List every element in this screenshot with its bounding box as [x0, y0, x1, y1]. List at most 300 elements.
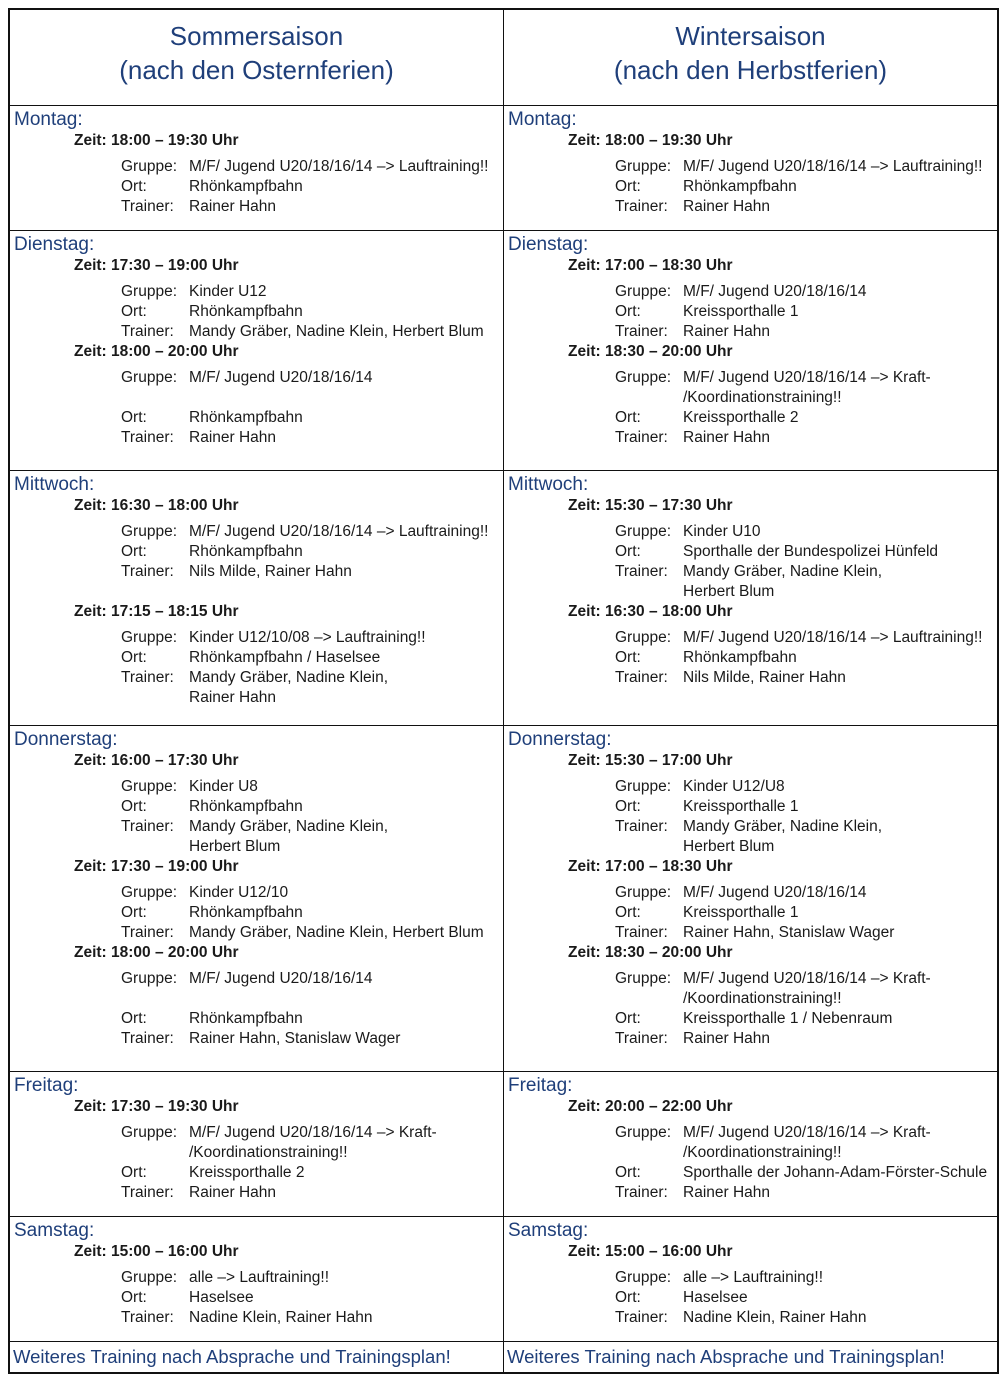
trainer-value: Rainer Hahn, Stanislaw Wager — [683, 924, 895, 941]
summer-day-cell — [10, 106, 504, 231]
gruppe-value: alle –> Lauftraining!! — [683, 1269, 824, 1286]
trainer-row — [10, 837, 503, 857]
trainer-value: Mandy Gräber, Nadine Klein, — [683, 563, 883, 580]
ort-value: Kreissporthalle 1 — [683, 303, 799, 320]
trainer-label: Trainer: — [615, 323, 668, 340]
slot-details — [504, 516, 997, 602]
trainer-label: Trainer: — [121, 1030, 174, 1047]
gruppe-label: Gruppe: — [615, 158, 672, 175]
ort-value: Rhönkampfbahn — [683, 178, 797, 195]
day-name: Freitag: — [14, 1075, 79, 1096]
slot-time: Zeit: 18:00 – 19:30 Uhr — [568, 132, 733, 149]
day-name: Montag: — [14, 109, 83, 130]
day-row — [10, 231, 998, 471]
trainer-label: Trainer: — [121, 429, 174, 446]
slot-time: Zeit: 18:30 – 20:00 Uhr — [568, 944, 733, 961]
winter-day-cell — [504, 726, 998, 1072]
trainer-label: Trainer: — [121, 924, 174, 941]
ort-row — [504, 1009, 997, 1029]
slot-details — [10, 151, 503, 217]
day-name: Mittwoch: — [508, 474, 589, 495]
gruppe-value: M/F/ Jugend U20/18/16/14 –> Lauftraining!! — [683, 158, 983, 175]
slot-time: Zeit: 16:00 – 17:30 Uhr — [74, 752, 239, 769]
ort-value: Rhönkampfbahn — [189, 904, 303, 921]
gruppe-row — [504, 777, 997, 797]
trainer-value: Mandy Gräber, Nadine Klein, Herbert Blum — [189, 323, 484, 340]
slot-time: Zeit: 20:00 – 22:00 Uhr — [568, 1098, 733, 1115]
trainer-label — [504, 837, 683, 857]
ort-label: Ort: — [121, 409, 147, 426]
ort-row — [10, 1009, 503, 1029]
gruppe-row — [10, 368, 503, 388]
gruppe-value: M/F/ Jugend U20/18/16/14 — [683, 283, 867, 300]
trainer-row — [504, 1183, 997, 1203]
ort-label: Ort: — [121, 1164, 147, 1181]
training-slot — [10, 496, 503, 602]
trainer-row — [504, 562, 997, 582]
trainer-value: Nils Milde, Rainer Hahn — [683, 669, 846, 686]
gruppe-row — [504, 388, 997, 408]
gruppe-label: Gruppe: — [121, 283, 178, 300]
gruppe-value: M/F/ Jugend U20/18/16/14 –> Lauftraining!! — [189, 523, 489, 540]
trainer-label — [10, 837, 189, 857]
slot-time: Zeit: 17:00 – 18:30 Uhr — [568, 858, 733, 875]
trainer-row — [10, 582, 503, 602]
slot-details — [10, 1262, 503, 1328]
trainer-row — [10, 688, 503, 708]
trainer-value: Rainer Hahn — [683, 198, 771, 215]
winter-day-cell — [504, 1217, 998, 1342]
trainer-value: Rainer Hahn — [189, 1184, 277, 1201]
ort-label: Ort: — [615, 409, 641, 426]
trainer-label: Trainer: — [121, 563, 174, 580]
ort-row — [504, 408, 997, 428]
slot-time: Zeit: 16:30 – 18:00 Uhr — [568, 603, 733, 620]
summer-subtitle: (nach den Osternferien) — [119, 55, 394, 85]
day-name: Dienstag: — [14, 234, 95, 255]
ort-label: Ort: — [615, 904, 641, 921]
ort-row — [10, 1163, 503, 1183]
trainer-row — [10, 322, 503, 342]
gruppe-row — [504, 1143, 997, 1163]
slot-details — [10, 771, 503, 857]
trainer-row — [10, 197, 503, 217]
gruppe-value: M/F/ Jugend U20/18/16/14 –> Lauftraining!! — [683, 629, 983, 646]
ort-value: Kreissporthalle 2 — [189, 1164, 305, 1181]
training-slot — [504, 943, 997, 1049]
day-name: Donnerstag: — [14, 729, 118, 750]
ort-value: Rhönkampfbahn — [189, 543, 303, 560]
winter-header — [504, 10, 998, 106]
gruppe-value: Kinder U10 — [683, 523, 761, 540]
day-name: Dienstag: — [508, 234, 589, 255]
gruppe-label — [504, 1143, 683, 1163]
day-name: Mittwoch: — [14, 474, 95, 495]
ort-row — [10, 797, 503, 817]
ort-label: Ort: — [615, 798, 641, 815]
gruppe-row — [504, 883, 997, 903]
trainer-label: Trainer: — [615, 1030, 668, 1047]
ort-row — [10, 177, 503, 197]
trainer-row — [10, 1308, 503, 1328]
ort-row — [10, 648, 503, 668]
training-slot — [10, 342, 503, 448]
summer-header — [10, 10, 504, 106]
training-slot — [10, 1242, 503, 1328]
slot-details — [504, 1117, 997, 1203]
gruppe-value: /Koordinationstraining!! — [683, 1144, 842, 1161]
gruppe-row — [504, 1123, 997, 1143]
winter-subtitle: (nach den Herbstferien) — [613, 55, 888, 85]
gruppe-label: Gruppe: — [615, 1269, 672, 1286]
gruppe-label: Gruppe: — [615, 884, 672, 901]
trainer-label: Trainer: — [615, 1184, 668, 1201]
gruppe-label: Gruppe: — [121, 970, 178, 987]
day-row — [10, 726, 998, 1072]
trainer-row — [504, 322, 997, 342]
trainer-value: Nils Milde, Rainer Hahn — [189, 563, 352, 580]
training-schedule — [8, 8, 999, 1374]
trainer-label: Trainer: — [121, 198, 174, 215]
gruppe-value: Kinder U12/10 — [189, 884, 289, 901]
gruppe-label: Gruppe: — [121, 1269, 178, 1286]
gruppe-label: Gruppe: — [121, 778, 178, 795]
trainer-value: Rainer Hahn — [189, 198, 277, 215]
footer-row — [10, 1342, 998, 1373]
trainer-label: Trainer: — [615, 924, 668, 941]
ort-row — [10, 408, 503, 428]
ort-value: Rhönkampfbahn / Haselsee — [189, 649, 381, 666]
training-slot — [10, 602, 503, 708]
ort-value: Kreissporthalle 1 / Nebenraum — [683, 1010, 893, 1027]
gruppe-row — [504, 989, 997, 1009]
slot-details — [504, 622, 997, 688]
gruppe-value: Kinder U12/10/08 –> Lauftraining!! — [189, 629, 426, 646]
trainer-value: Rainer Hahn — [683, 1184, 771, 1201]
summer-day-cell — [10, 231, 504, 471]
training-slot — [504, 342, 997, 448]
trainer-row — [504, 668, 997, 688]
gruppe-row — [504, 628, 997, 648]
ort-label: Ort: — [615, 543, 641, 560]
trainer-row — [10, 1029, 503, 1049]
training-slot — [504, 1097, 997, 1203]
ort-label: Ort: — [121, 543, 147, 560]
ort-row — [10, 903, 503, 923]
trainer-row — [504, 1029, 997, 1049]
trainer-value: Nadine Klein, Rainer Hahn — [189, 1309, 373, 1326]
trainer-row — [504, 1308, 997, 1328]
gruppe-value: Kinder U12 — [189, 283, 267, 300]
slot-time: Zeit: 16:30 – 18:00 Uhr — [74, 497, 239, 514]
trainer-row — [504, 923, 997, 943]
slot-details — [10, 276, 503, 342]
ort-row — [504, 797, 997, 817]
gruppe-row — [10, 777, 503, 797]
trainer-label: Trainer: — [615, 429, 668, 446]
trainer-label: Trainer: — [615, 198, 668, 215]
slot-time: Zeit: 17:15 – 18:15 Uhr — [74, 603, 239, 620]
trainer-value: Rainer Hahn — [683, 323, 771, 340]
gruppe-value: M/F/ Jugend U20/18/16/14 — [189, 970, 373, 987]
ort-value: Rhönkampfbahn — [683, 649, 797, 666]
slot-details — [504, 1262, 997, 1328]
ort-label: Ort: — [615, 1289, 641, 1306]
slot-time: Zeit: 18:00 – 19:30 Uhr — [74, 132, 239, 149]
slot-details — [504, 362, 997, 448]
gruppe-label: Gruppe: — [121, 884, 178, 901]
trainer-label: Trainer: — [615, 563, 668, 580]
schedule-table — [9, 9, 998, 1373]
ort-label: Ort: — [615, 1164, 641, 1181]
trainer-value: Rainer Hahn — [189, 429, 277, 446]
gruppe-label: Gruppe: — [121, 369, 178, 386]
trainer-value: Mandy Gräber, Nadine Klein, — [189, 669, 389, 686]
trainer-row — [504, 197, 997, 217]
trainer-value: Herbert Blum — [189, 838, 281, 855]
ort-row — [504, 542, 997, 562]
slot-details — [10, 1117, 503, 1203]
day-row — [10, 1217, 998, 1342]
trainer-row — [504, 817, 997, 837]
training-slot — [504, 602, 997, 688]
ort-value: Haselsee — [189, 1289, 254, 1306]
gruppe-row — [504, 522, 997, 542]
slot-time: Zeit: 15:30 – 17:30 Uhr — [568, 497, 733, 514]
gruppe-row — [10, 969, 503, 989]
trainer-value: Rainer Hahn — [189, 689, 277, 706]
ort-label: Ort: — [121, 798, 147, 815]
slot-details — [10, 877, 503, 943]
slot-details — [10, 622, 503, 708]
ort-label: Ort: — [615, 178, 641, 195]
ort-value: Rhönkampfbahn — [189, 409, 303, 426]
header-row — [10, 10, 998, 106]
slot-time: Zeit: 18:00 – 20:00 Uhr — [74, 343, 239, 360]
slot-time: Zeit: 17:30 – 19:30 Uhr — [74, 1098, 239, 1115]
training-slot — [10, 131, 503, 217]
day-name: Samstag: — [14, 1220, 95, 1241]
trainer-value: Mandy Gräber, Nadine Klein, — [683, 818, 883, 835]
ort-row — [10, 1288, 503, 1308]
winter-footer: Weiteres Training nach Absprache und Trainingsplan! — [504, 1342, 998, 1373]
slot-details — [504, 877, 997, 943]
gruppe-value — [189, 388, 503, 408]
slot-time: Zeit: 18:00 – 20:00 Uhr — [74, 944, 239, 961]
ort-label: Ort: — [615, 649, 641, 666]
trainer-row — [504, 428, 997, 448]
summer-day-cell — [10, 726, 504, 1072]
winter-day-cell — [504, 1072, 998, 1217]
gruppe-label — [10, 1143, 189, 1163]
day-name: Montag: — [508, 109, 577, 130]
gruppe-row — [10, 883, 503, 903]
training-slot — [504, 256, 997, 342]
trainer-label: Trainer: — [121, 669, 174, 686]
ort-row — [504, 648, 997, 668]
trainer-row — [10, 562, 503, 582]
gruppe-label: Gruppe: — [615, 778, 672, 795]
gruppe-row — [504, 969, 997, 989]
gruppe-value: M/F/ Jugend U20/18/16/14 –> Kraft- — [189, 1124, 437, 1141]
trainer-label: Trainer: — [121, 1184, 174, 1201]
ort-label: Ort: — [121, 904, 147, 921]
trainer-row — [10, 817, 503, 837]
ort-label: Ort: — [121, 649, 147, 666]
gruppe-label: Gruppe: — [121, 1124, 178, 1141]
gruppe-label: Gruppe: — [121, 523, 178, 540]
trainer-row — [504, 582, 997, 602]
ort-value: Rhönkampfbahn — [189, 303, 303, 320]
winter-day-cell — [504, 231, 998, 471]
gruppe-row — [10, 282, 503, 302]
day-row — [10, 106, 998, 231]
slot-details — [10, 516, 503, 602]
trainer-value: Herbert Blum — [683, 838, 775, 855]
trainer-value: Rainer Hahn, Stanislaw Wager — [189, 1030, 401, 1047]
gruppe-label: Gruppe: — [615, 1124, 672, 1141]
ort-value: Haselsee — [683, 1289, 748, 1306]
summer-day-cell — [10, 1217, 504, 1342]
gruppe-value: Kinder U8 — [189, 778, 258, 795]
trainer-label: Trainer: — [615, 818, 668, 835]
slot-time: Zeit: 17:30 – 19:00 Uhr — [74, 257, 239, 274]
training-slot — [10, 1097, 503, 1203]
gruppe-label — [504, 388, 683, 408]
gruppe-row — [10, 388, 503, 408]
ort-row — [10, 302, 503, 322]
training-slot — [504, 496, 997, 602]
slot-details — [10, 362, 503, 448]
ort-row — [10, 542, 503, 562]
slot-details — [504, 276, 997, 342]
gruppe-row — [504, 1268, 997, 1288]
ort-label: Ort: — [121, 1010, 147, 1027]
gruppe-value: M/F/ Jugend U20/18/16/14 –> Lauftraining!! — [189, 158, 489, 175]
ort-value: Rhönkampfbahn — [189, 798, 303, 815]
trainer-label: Trainer: — [615, 669, 668, 686]
gruppe-value: Kinder U12/U8 — [683, 778, 785, 795]
training-slot — [10, 751, 503, 857]
trainer-value: Herbert Blum — [683, 583, 775, 600]
gruppe-row — [504, 368, 997, 388]
ort-label: Ort: — [615, 303, 641, 320]
trainer-label: Trainer: — [121, 1309, 174, 1326]
slot-details — [504, 771, 997, 857]
trainer-value: Mandy Gräber, Nadine Klein, Herbert Blum — [189, 924, 484, 941]
slot-time: Zeit: 15:00 – 16:00 Uhr — [568, 1243, 733, 1260]
ort-row — [504, 903, 997, 923]
training-slot — [504, 1242, 997, 1328]
slot-details — [504, 151, 997, 217]
gruppe-label: Gruppe: — [615, 369, 672, 386]
ort-value: Sporthalle der Bundespolizei Hünfeld — [683, 543, 939, 560]
gruppe-label — [10, 388, 189, 408]
gruppe-value: M/F/ Jugend U20/18/16/14 — [683, 884, 867, 901]
ort-value: Sporthalle der Johann-Adam-Förster-Schule — [683, 1164, 988, 1181]
ort-value: Kreissporthalle 2 — [683, 409, 799, 426]
gruppe-row — [10, 989, 503, 1009]
ort-value: Rhönkampfbahn — [189, 1010, 303, 1027]
gruppe-label — [504, 989, 683, 1009]
ort-label: Ort: — [121, 1289, 147, 1306]
training-slot — [10, 857, 503, 943]
summer-title: Sommersaison — [169, 21, 344, 51]
gruppe-value: M/F/ Jugend U20/18/16/14 –> Kraft- — [683, 970, 931, 987]
trainer-row — [504, 837, 997, 857]
gruppe-row — [10, 1123, 503, 1143]
day-rows — [10, 106, 998, 1342]
ort-label: Ort: — [121, 303, 147, 320]
gruppe-label: Gruppe: — [615, 523, 672, 540]
gruppe-value: /Koordinationstraining!! — [189, 1144, 348, 1161]
gruppe-label — [10, 989, 189, 1009]
trainer-label — [10, 688, 189, 708]
winter-day-cell — [504, 106, 998, 231]
training-slot — [10, 943, 503, 1049]
trainer-label: Trainer: — [615, 1309, 668, 1326]
slot-time: Zeit: 17:00 – 18:30 Uhr — [568, 257, 733, 274]
training-slot — [10, 256, 503, 342]
day-row — [10, 471, 998, 726]
day-name: Donnerstag: — [508, 729, 612, 750]
trainer-label: Trainer: — [121, 818, 174, 835]
trainer-label: Trainer: — [121, 323, 174, 340]
gruppe-value: M/F/ Jugend U20/18/16/14 –> Kraft- — [683, 1124, 931, 1141]
gruppe-row — [504, 282, 997, 302]
trainer-row — [10, 668, 503, 688]
day-name: Samstag: — [508, 1220, 589, 1241]
trainer-row — [10, 428, 503, 448]
gruppe-label: Gruppe: — [615, 970, 672, 987]
ort-label: Ort: — [615, 1010, 641, 1027]
gruppe-value: /Koordinationstraining!! — [683, 990, 842, 1007]
slot-time: Zeit: 15:00 – 16:00 Uhr — [74, 1243, 239, 1260]
slot-time: Zeit: 18:30 – 20:00 Uhr — [568, 343, 733, 360]
trainer-label — [10, 582, 189, 602]
day-row — [10, 1072, 998, 1217]
training-slot — [504, 131, 997, 217]
trainer-value: Nadine Klein, Rainer Hahn — [683, 1309, 867, 1326]
ort-row — [504, 1163, 997, 1183]
gruppe-value: /Koordinationstraining!! — [683, 389, 842, 406]
trainer-value: Rainer Hahn — [683, 1030, 771, 1047]
gruppe-value: M/F/ Jugend U20/18/16/14 — [189, 369, 373, 386]
summer-day-cell — [10, 1072, 504, 1217]
ort-label: Ort: — [121, 178, 147, 195]
trainer-value — [189, 582, 503, 602]
gruppe-row — [10, 1143, 503, 1163]
ort-value: Kreissporthalle 1 — [683, 798, 799, 815]
slot-time: Zeit: 15:30 – 17:00 Uhr — [568, 752, 733, 769]
summer-day-cell — [10, 471, 504, 726]
trainer-row — [10, 1183, 503, 1203]
ort-value: Rhönkampfbahn — [189, 178, 303, 195]
gruppe-value: alle –> Lauftraining!! — [189, 1269, 330, 1286]
slot-time: Zeit: 17:30 – 19:00 Uhr — [74, 858, 239, 875]
gruppe-label: Gruppe: — [615, 629, 672, 646]
slot-details — [10, 963, 503, 1049]
ort-row — [504, 1288, 997, 1308]
gruppe-value: M/F/ Jugend U20/18/16/14 –> Kraft- — [683, 369, 931, 386]
winter-title: Wintersaison — [675, 21, 826, 51]
day-name: Freitag: — [508, 1075, 573, 1096]
trainer-value: Mandy Gräber, Nadine Klein, — [189, 818, 389, 835]
summer-footer: Weiteres Training nach Absprache und Trainingsplan! — [10, 1342, 504, 1373]
gruppe-row — [10, 628, 503, 648]
ort-row — [504, 302, 997, 322]
gruppe-label: Gruppe: — [615, 283, 672, 300]
